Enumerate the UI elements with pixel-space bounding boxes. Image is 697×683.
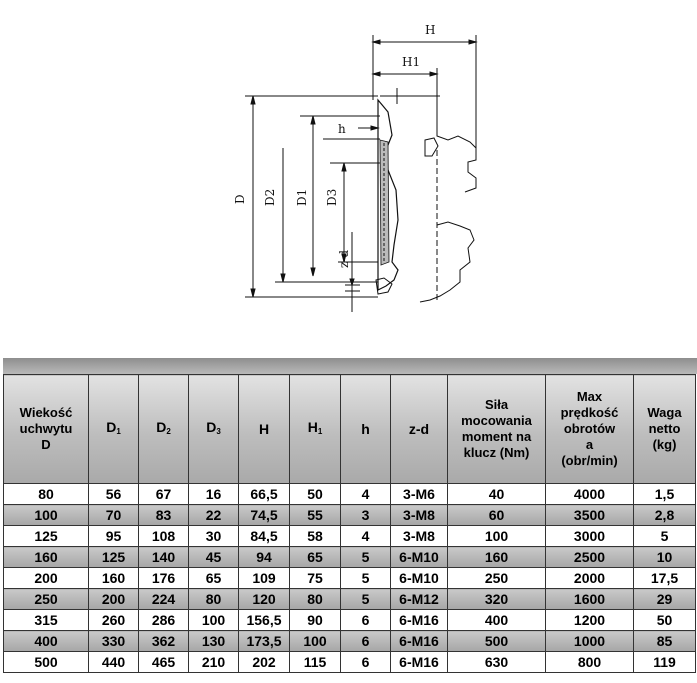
- header-D1-sub: 1: [116, 426, 121, 436]
- table-cell-zd: 6-M12: [391, 589, 448, 610]
- table-cell-sila: 320: [448, 589, 546, 610]
- header-D1: [89, 375, 139, 484]
- table-cell-wielkosc: 500: [4, 652, 89, 673]
- table-cell-H: 66,5: [239, 484, 290, 505]
- table-row: [4, 631, 696, 652]
- header-D2-sub: 2: [166, 426, 171, 436]
- table-cell-wielkosc: 125: [4, 526, 89, 547]
- table-cell-sila: 100: [448, 526, 546, 547]
- header-H-main: H: [258, 421, 270, 437]
- label-D1: D1: [295, 188, 309, 206]
- table-cell-zd: 6-M10: [391, 547, 448, 568]
- table-cell-wielkosc: 80: [4, 484, 89, 505]
- table-cell-D3: 16: [189, 484, 239, 505]
- header-predkosc-line: Max: [576, 389, 603, 404]
- table-cell-H1: 50: [290, 484, 341, 505]
- table-cell-H1: 80: [290, 589, 341, 610]
- table-cell-h: 6: [341, 652, 391, 673]
- table-cell-D2: 176: [139, 568, 189, 589]
- header-H1-sub: 1: [317, 426, 323, 436]
- table-cell-H: 74,5: [239, 505, 290, 526]
- label-D3: D3: [325, 188, 339, 206]
- header-waga: [634, 375, 696, 484]
- header-h-main: h: [361, 421, 370, 437]
- header-D3-sub: 3: [216, 426, 221, 436]
- table-cell-H1: 75: [290, 568, 341, 589]
- header-wielkosc-line: D: [41, 437, 51, 452]
- table-cell-sila: 400: [448, 610, 546, 631]
- table-cell-predkosc: 1200: [546, 610, 634, 631]
- table-cell-D3: 80: [189, 589, 239, 610]
- header-waga-line: netto: [648, 421, 681, 436]
- header-predkosc-line: obrotów: [563, 421, 616, 436]
- header-sila-line: Siła: [484, 397, 509, 412]
- table-row: [4, 610, 696, 631]
- table-cell-zd: 3-M6: [391, 484, 448, 505]
- table-cell-h: 6: [341, 631, 391, 652]
- table-cell-waga: 1,5: [634, 484, 696, 505]
- table-cell-H1: 65: [290, 547, 341, 568]
- table-row: [4, 652, 696, 673]
- table-cell-waga: 10: [634, 547, 696, 568]
- table-cell-sila: 60: [448, 505, 546, 526]
- table-cell-D1: 125: [89, 547, 139, 568]
- header-waga-line: (kg): [652, 437, 677, 452]
- label-H: H: [425, 23, 436, 37]
- table-header-row: [4, 375, 696, 484]
- table-cell-sila: 160: [448, 547, 546, 568]
- table-cell-D2: 140: [139, 547, 189, 568]
- header-D3-main: D: [206, 418, 217, 435]
- header-H1: [290, 375, 341, 484]
- table-cell-D1: 200: [89, 589, 139, 610]
- table-cell-H1: 100: [290, 631, 341, 652]
- header-predkosc-line: a: [585, 437, 594, 452]
- table-cell-sila: 250: [448, 568, 546, 589]
- table-cell-sila: 630: [448, 652, 546, 673]
- table-cell-predkosc: 3000: [546, 526, 634, 547]
- table-cell-H: 84,5: [239, 526, 290, 547]
- table-cell-H1: 58: [290, 526, 341, 547]
- table-cell-zd: 6-M16: [391, 652, 448, 673]
- header-zd-main: z-d: [408, 421, 430, 437]
- table-cell-waga: 2,8: [634, 505, 696, 526]
- table-cell-h: 5: [341, 547, 391, 568]
- table-cell-D1: 160: [89, 568, 139, 589]
- header-D2-main: D: [156, 418, 167, 435]
- table-cell-H: 202: [239, 652, 290, 673]
- table-cell-D3: 65: [189, 568, 239, 589]
- table-cell-predkosc: 1000: [546, 631, 634, 652]
- table-row: [4, 547, 696, 568]
- header-h: [341, 375, 391, 484]
- table-cell-D2: 465: [139, 652, 189, 673]
- header-H: [239, 375, 290, 484]
- label-D2: D2: [263, 188, 277, 206]
- table-row: [4, 589, 696, 610]
- table-cell-waga: 50: [634, 610, 696, 631]
- table-cell-D1: 330: [89, 631, 139, 652]
- header-wielkosc-line: uchwytu: [19, 421, 73, 436]
- header-wielkosc: [4, 375, 89, 484]
- table-cell-D3: 45: [189, 547, 239, 568]
- table-cell-wielkosc: 315: [4, 610, 89, 631]
- label-h: h: [338, 122, 346, 136]
- table-cell-H1: 90: [290, 610, 341, 631]
- table-cell-h: 5: [341, 589, 391, 610]
- label-zd: z-d: [337, 249, 351, 268]
- table-row: [4, 568, 696, 589]
- table-cell-wielkosc: 160: [4, 547, 89, 568]
- header-predkosc: [546, 375, 634, 484]
- header-sila-line: mocowania: [461, 413, 532, 428]
- table-cell-H1: 115: [290, 652, 341, 673]
- header-H1-main: H: [307, 418, 318, 435]
- header-D1-main: D: [106, 418, 117, 435]
- table-cell-sila: 40: [448, 484, 546, 505]
- header-sila: [448, 375, 546, 484]
- table-cell-H: 94: [239, 547, 290, 568]
- specification-table: [3, 374, 696, 673]
- table-cell-waga: 17,5: [634, 568, 696, 589]
- table-cell-D3: 100: [189, 610, 239, 631]
- table-cell-D1: 260: [89, 610, 139, 631]
- table-cell-D2: 286: [139, 610, 189, 631]
- table-row: [4, 526, 696, 547]
- table-cell-wielkosc: 200: [4, 568, 89, 589]
- table-cell-h: 6: [341, 610, 391, 631]
- table-cell-predkosc: 4000: [546, 484, 634, 505]
- header-waga-line: Waga: [647, 405, 682, 420]
- table-cell-h: 5: [341, 568, 391, 589]
- table-cell-D1: 70: [89, 505, 139, 526]
- table-cell-D3: 210: [189, 652, 239, 673]
- table-cell-D2: 362: [139, 631, 189, 652]
- header-sila-line: moment na: [461, 429, 532, 444]
- table-cell-D2: 108: [139, 526, 189, 547]
- table-top-bar: [3, 358, 697, 374]
- table-cell-H: 109: [239, 568, 290, 589]
- table-cell-D3: 130: [189, 631, 239, 652]
- table-cell-D2: 83: [139, 505, 189, 526]
- table-cell-D2: 224: [139, 589, 189, 610]
- header-predkosc-line: (obr/min): [561, 453, 618, 468]
- label-H1: H1: [402, 55, 421, 69]
- table-cell-D2: 67: [139, 484, 189, 505]
- table-cell-H: 120: [239, 589, 290, 610]
- table-cell-D3: 22: [189, 505, 239, 526]
- table-cell-waga: 119: [634, 652, 696, 673]
- header-sila-line: klucz (Nm): [463, 445, 530, 460]
- table-cell-h: 4: [341, 484, 391, 505]
- table-cell-D1: 95: [89, 526, 139, 547]
- table-cell-D1: 56: [89, 484, 139, 505]
- header-D3: [189, 375, 239, 484]
- table-cell-H: 173,5: [239, 631, 290, 652]
- header-zd: [391, 375, 448, 484]
- table-cell-zd: 3-M8: [391, 505, 448, 526]
- table-cell-predkosc: 2500: [546, 547, 634, 568]
- table-cell-wielkosc: 100: [4, 505, 89, 526]
- header-predkosc-line: prędkość: [560, 405, 619, 420]
- table-cell-sila: 500: [448, 631, 546, 652]
- table-cell-D3: 30: [189, 526, 239, 547]
- table-cell-h: 3: [341, 505, 391, 526]
- header-D2: [139, 375, 189, 484]
- table-cell-zd: 3-M8: [391, 526, 448, 547]
- table-cell-zd: 6-M10: [391, 568, 448, 589]
- table-cell-h: 4: [341, 526, 391, 547]
- table-cell-zd: 6-M16: [391, 631, 448, 652]
- table-cell-predkosc: 2000: [546, 568, 634, 589]
- table-cell-zd: 6-M16: [391, 610, 448, 631]
- table-cell-wielkosc: 400: [4, 631, 89, 652]
- table-cell-predkosc: 800: [546, 652, 634, 673]
- table-cell-predkosc: 1600: [546, 589, 634, 610]
- table-cell-waga: 5: [634, 526, 696, 547]
- table-cell-H1: 55: [290, 505, 341, 526]
- header-wielkosc-line: Wiekość: [19, 405, 73, 420]
- table-cell-predkosc: 3500: [546, 505, 634, 526]
- table-row: [4, 505, 696, 526]
- table-cell-H: 156,5: [239, 610, 290, 631]
- table-cell-waga: 29: [634, 589, 696, 610]
- table-row: [4, 484, 696, 505]
- table-cell-D1: 440: [89, 652, 139, 673]
- table-body: [4, 484, 696, 673]
- label-D: D: [233, 194, 247, 204]
- table-cell-waga: 85: [634, 631, 696, 652]
- table-cell-wielkosc: 250: [4, 589, 89, 610]
